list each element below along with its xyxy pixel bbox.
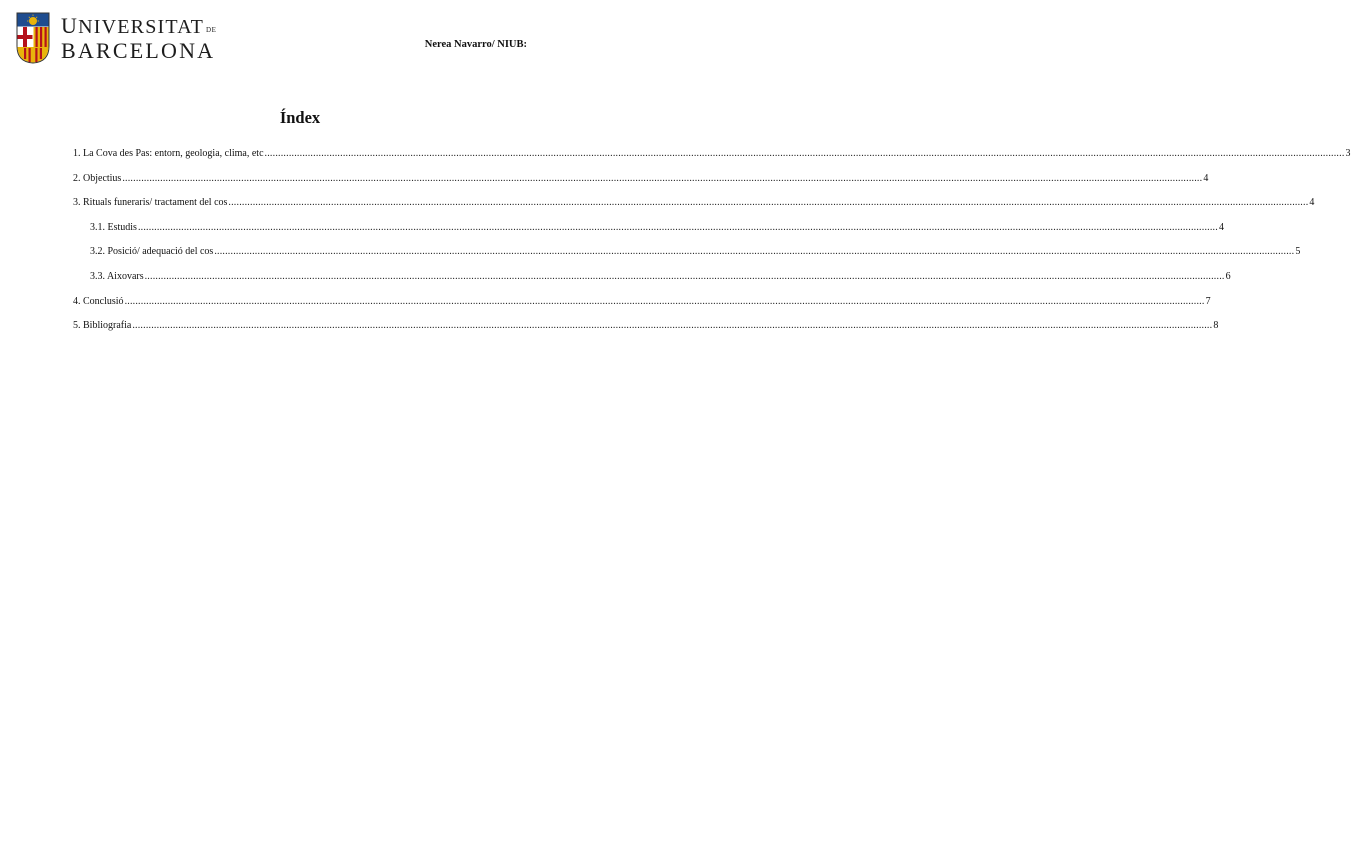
- toc-dot-leader: ................................................................................................................................................................................................................................................................................................................................................................................................................: [214, 246, 1295, 258]
- toc-entry-label: 2. Objectius: [73, 172, 122, 184]
- toc-entry-page: 6: [1225, 270, 1231, 282]
- toc-entry-label: 3.1. Estudis: [90, 221, 137, 233]
- page-header: [16, 12, 600, 70]
- toc-dot-leader: ................................................................................................................................................................................................................................................................................................................................................................................................................: [264, 148, 1345, 159]
- toc-entry[interactable]: [73, 147, 1351, 172]
- university-shield-icon: [16, 12, 50, 64]
- toc-dot-leader: ................................................................................................................................................................................................................................................................................................................................................................................................................: [144, 270, 1225, 282]
- toc-entry-label: 4. Conclusió: [73, 295, 124, 307]
- university-name-line2: BARCELONA: [61, 38, 216, 63]
- toc-dot-leader: ................................................................................................................................................................................................................................................................................................................................................................................................................: [124, 295, 1205, 307]
- toc-entry-page: 7: [1205, 295, 1211, 307]
- toc-entry[interactable]: [73, 245, 1301, 270]
- toc-entry-label: 3.3. Aixovars: [90, 270, 144, 282]
- university-initial: U: [61, 13, 79, 38]
- university-wordmark: [61, 13, 217, 63]
- toc-entry-page: 8: [1213, 320, 1219, 332]
- university-name-rest: NIVERSITAT: [78, 16, 205, 38]
- author-name: Nerea Navarro/ NIUB:: [424, 39, 527, 50]
- toc-entry[interactable]: [73, 196, 1315, 221]
- toc-entry-label: 3. Rituals funeraris/ tractament del cos: [73, 197, 228, 209]
- toc-entry-label: 3.2. Posició/ adequació del cos: [90, 246, 214, 258]
- toc-entry[interactable]: [73, 295, 1211, 320]
- university-name-line1: [61, 13, 217, 40]
- table-of-contents: [73, 147, 1351, 344]
- toc-entry-page: 4: [1203, 172, 1209, 184]
- toc-entry-page: 4: [1218, 221, 1224, 233]
- toc-entry-page: 5: [1295, 246, 1301, 258]
- toc-entry-page: 3: [1345, 148, 1351, 159]
- toc-dot-leader: ................................................................................................................................................................................................................................................................................................................................................................................................................: [228, 197, 1309, 209]
- toc-entry-label: 5. Bibliografia: [73, 320, 132, 332]
- toc-entry[interactable]: [73, 319, 1219, 344]
- toc-dot-leader: ................................................................................................................................................................................................................................................................................................................................................................................................................: [137, 221, 1218, 233]
- toc-entry-label: 1. La Cova des Pas: entorn, geologia, clima, etc: [73, 148, 264, 159]
- university-name-suffix: DE: [206, 26, 217, 34]
- toc-entry-page: 4: [1309, 197, 1315, 209]
- toc-entry[interactable]: [73, 221, 1224, 246]
- university-logo: [16, 12, 216, 64]
- toc-dot-leader: ................................................................................................................................................................................................................................................................................................................................................................................................................: [122, 172, 1203, 184]
- toc-entry[interactable]: [73, 172, 1209, 197]
- toc-entry[interactable]: [73, 270, 1231, 295]
- toc-title: Índex: [279, 108, 321, 127]
- toc-dot-leader: ................................................................................................................................................................................................................................................................................................................................................................................................................: [132, 320, 1213, 332]
